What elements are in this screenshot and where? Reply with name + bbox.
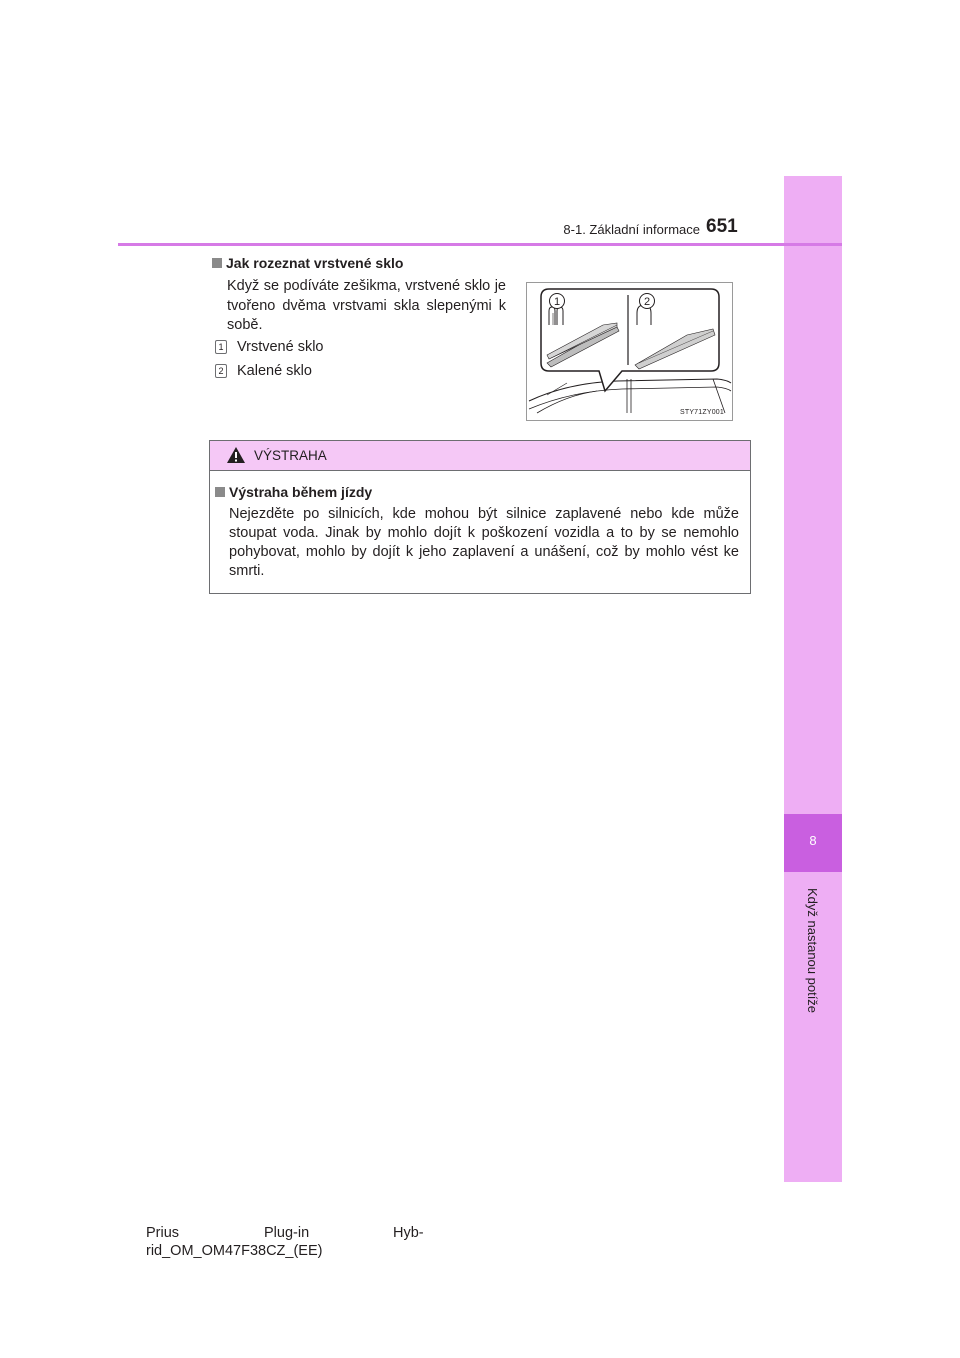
body-paragraph: Když se podíváte zešikma, vrstvené sklo je tvořeno dvěma vrstvami skla slepenými k sobě. [227,278,506,333]
page-number: 651 [706,216,738,237]
heading-text: Jak rozeznat vrstvené sklo [226,255,404,271]
square-bullet-icon [215,487,225,497]
legend-item [215,363,312,379]
footer-word-3: Hyb- [393,1225,424,1241]
footer-line-2: rid_OM_OM47F38CZ_(EE) [146,1243,323,1259]
footer-word-2: Plug-in [264,1225,310,1241]
warning-text: Nejezděte po silnicích, kde mohou být silnice zaplavené nebo kde může stoupat voda. Jinak by mohlo dojít k poškození vozidla a to by se nemohlo pohybovat, mohlo by dojít k jeho zaplavení a unášení, což by mohlo vést ke smrti. [229,506,739,579]
section-heading [212,255,403,271]
legend-number-1: 1 [215,340,227,354]
warning-subheading [215,484,372,500]
glass-illustration [526,282,733,421]
warning-title: VÝSTRAHA [254,448,327,463]
warning-triangle-icon [226,446,246,464]
warning-header [210,441,750,471]
chapter-title: Když nastanou potíže [805,888,820,1014]
legend-item [215,339,324,355]
warning-subheading-text: Výstraha během jízdy [229,484,373,500]
legend-label-2: Kalené sklo [237,363,312,379]
figure-code: STY71ZY001 [679,409,724,416]
chapter-number: 8 [809,833,817,848]
chapter-side-tab [784,176,842,1182]
header-rule [118,243,842,246]
callout-1: 1 [553,296,561,308]
callout-2: 2 [643,296,651,308]
warning-box [209,440,751,594]
footer-word-1: Prius [146,1225,180,1241]
legend-label-1: Vrstvené sklo [237,339,324,355]
glass-illustration-drawing [527,283,732,420]
legend-number-2: 2 [215,364,227,378]
section-title: 8-1. Základní informace [563,222,700,237]
square-bullet-icon [212,258,222,268]
